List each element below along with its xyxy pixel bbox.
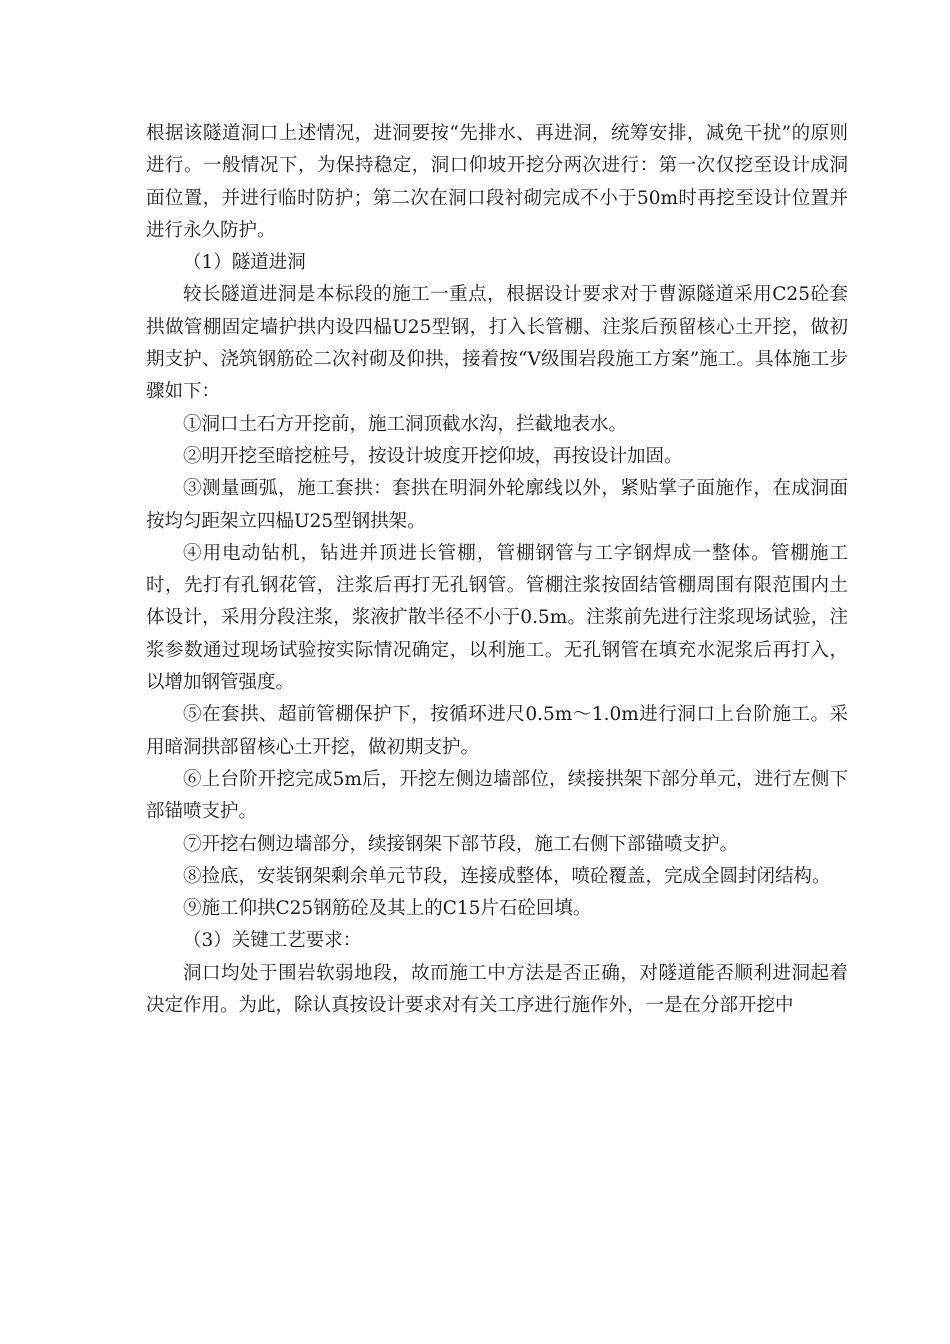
heading-tunnel-entry: （1）隧道进洞 [183, 252, 306, 274]
paragraph-intro: 根据该隧道洞口上述情况，进洞要按“先排水、再进洞，统筹安排，减免干扰”的原则进行。一般情况下，为保持稳定，洞口仰坡开挖分两次进行：第一次仅挖至设计成洞面位置，并进行临时防护；第二次在洞口段衬砌完成不小于50m时再挖至设计位置并进行永久防护。 [146, 123, 848, 241]
paragraph-key-process: 洞口均处于围岩软弱地段，故而施工中方法是否正确，对隧道能否顺利进洞起着决定作用。为此，除认真按设计要求对有关工序进行施作外，一是在分部开挖中 [146, 962, 848, 1017]
paragraph-entry-overview: 较长隧道进洞是本标段的施工一重点，根据设计要求对于曹源隧道采用C25砼套拱做管棚固定墙护拱内设四榀U25型钢，打入长管棚、注浆后预留核心土开挖，做初期支护、浇筑钢筋砼二次衬砌及仰拱，接着按“Ⅴ级围岩段施工方案”施工。具体施工步骤如下： [146, 284, 848, 403]
step-4: ④用电动钻机，钻进并顶进长管棚，管棚钢管与工字钢焊成一整体。管棚施工时，先打有孔钢花管，注浆后再打无孔钢管。管棚注浆按固结管棚周围有限范围内土体设计，采用分段注浆，浆液扩散半径不小于0.5m。注浆前先进行注浆现场试验，注浆参数通过现场试验按实际情况确定，以利施工。无孔钢管在填充水泥浆后再打入，以增加钢管强度。 [146, 542, 848, 694]
step-2: ②明开挖至暗挖桩号，按设计坡度开挖仰坡，再按设计加固。 [183, 445, 683, 467]
document-body [146, 118, 848, 1022]
step-8: ⑧捡底，安装钢架剩余单元节段，连接成整体，喷砼覆盖，完成全圆封闭结构。 [183, 865, 831, 887]
step-1: ①洞口土石方开挖前，施工洞顶截水沟，拦截地表水。 [183, 413, 628, 435]
step-9: ⑨施工仰拱C25钢筋砼及其上的C15片石砼回填。 [183, 898, 592, 920]
step-6: ⑥上台阶开挖完成5m后，开挖左侧边墙部位，续接拱架下部分单元，进行左侧下部锚喷支护。 [146, 768, 848, 823]
heading-key-process: （3）关键工艺要求： [183, 930, 362, 952]
step-7: ⑦开挖右侧边墙部分，续接钢架下部节段，施工右侧下部锚喷支护。 [183, 833, 739, 855]
step-5: ⑤在套拱、超前管棚保护下，按循环进尺0.5m～1.0m进行洞口上台阶施工。采用暗洞拱部留核心土开挖，做初期支护。 [146, 704, 848, 758]
step-3: ③测量画弧，施工套拱：套拱在明洞外轮廓线以外，紧贴掌子面施作，在成洞面按均匀距架立四榀U25型钢拱架。 [146, 478, 848, 532]
